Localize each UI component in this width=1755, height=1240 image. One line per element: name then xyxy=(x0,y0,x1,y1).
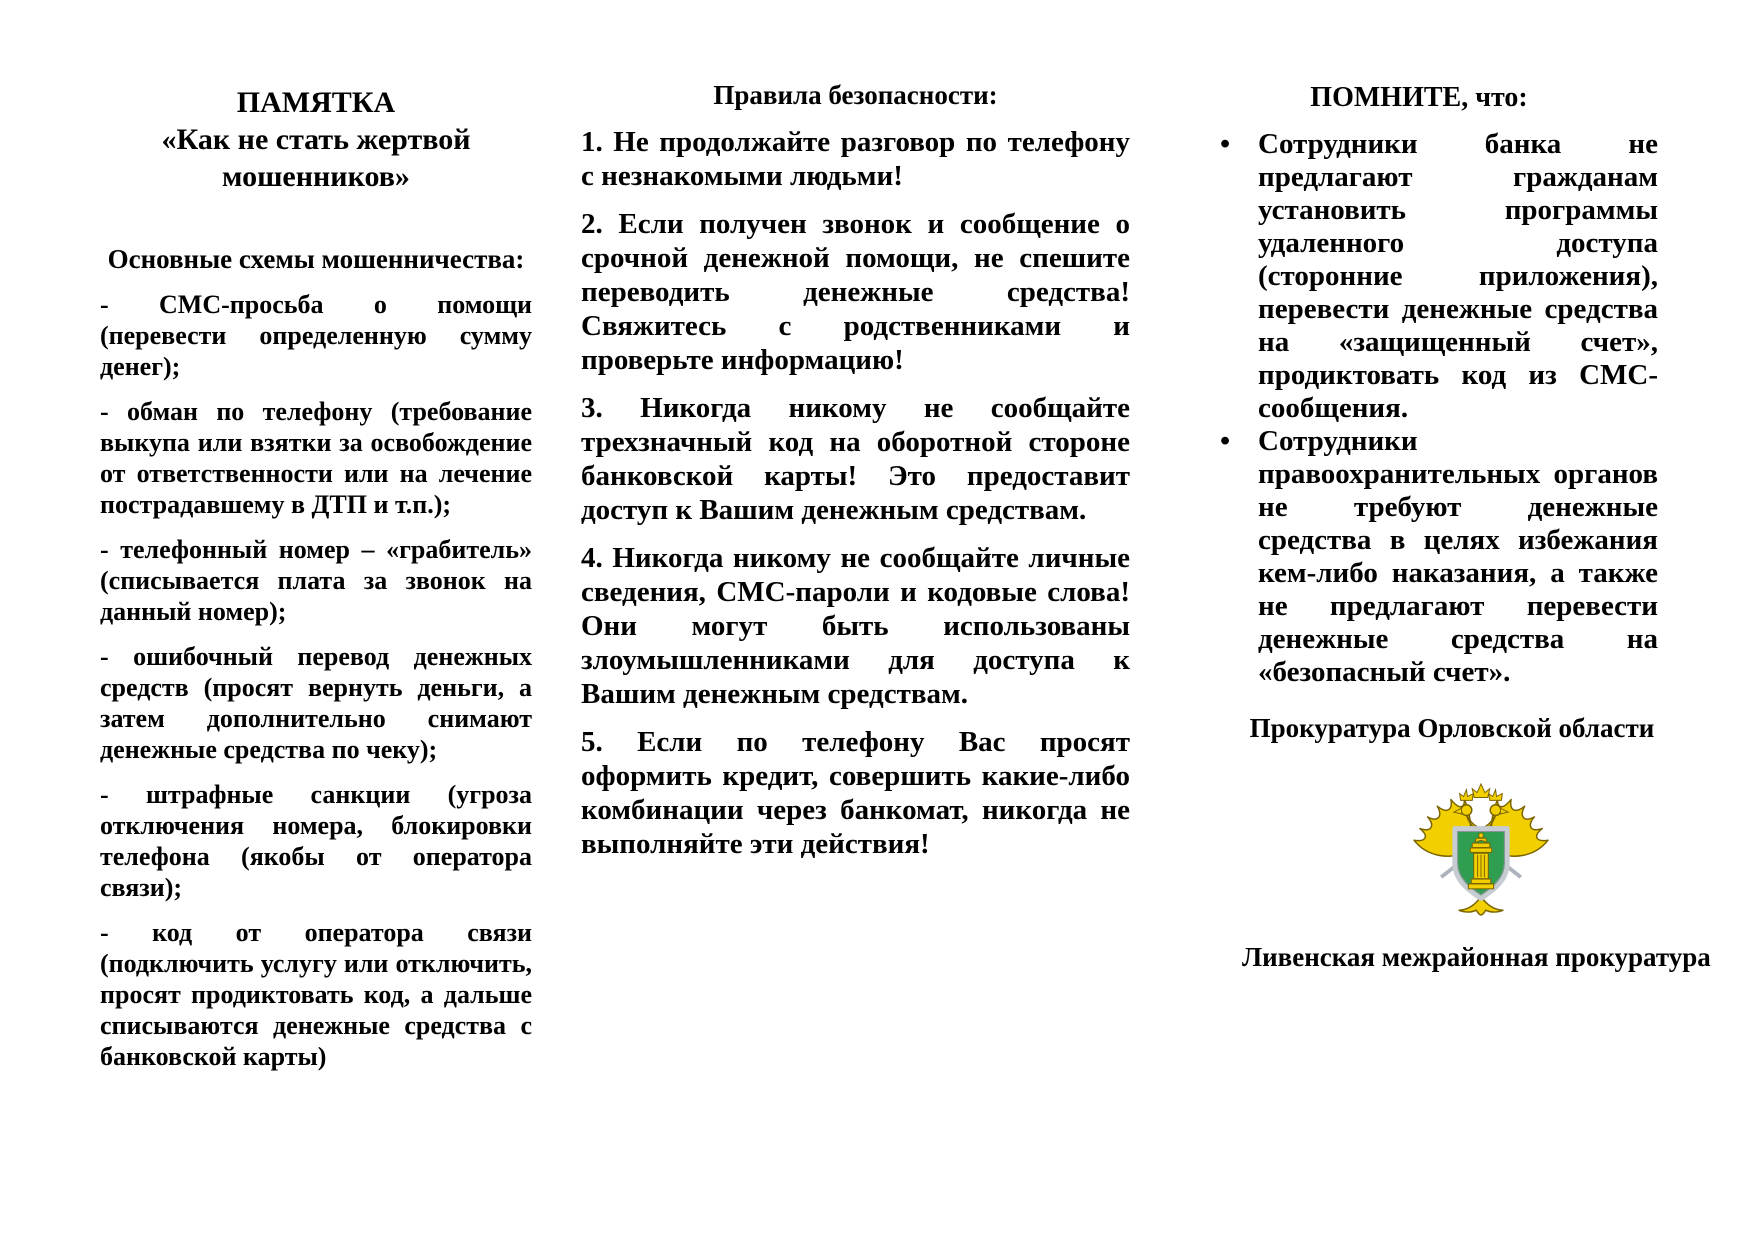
scheme-item: - телефонный номер – «грабитель» (списывается плата за звонок на данный номер); xyxy=(100,535,532,626)
column-safety-rules xyxy=(581,80,1130,861)
crown-left-icon xyxy=(1460,790,1474,801)
bullet-marker: • xyxy=(1220,128,1231,160)
column-schemes xyxy=(100,84,532,1072)
crown-right-icon xyxy=(1489,790,1503,801)
scheme-item: - штрафные санкции (угроза отключения номера, блокировки телефона (якобы от оператора связи); xyxy=(100,780,532,902)
eagle-left-head xyxy=(1461,805,1472,816)
remember-heading: ПОМНИТЕ, что: xyxy=(1310,82,1528,113)
schemes-heading: Основные схемы мошенничества: xyxy=(107,244,525,274)
scheme-item: - код от оператора связи (подключить услугу или отключить, просят продиктовать код, а дальше списываются денежные средства с банковской карты) xyxy=(100,918,532,1071)
rule-item: 1. Не продолжайте разговор по телефону с незнакомыми людьми! xyxy=(581,126,1130,192)
crown-center-icon xyxy=(1472,784,1489,798)
rule-item: 2. Если получен звонок и сообщение о срочной денежной помощи, не спешите переводить денежные средства! Свяжитесь с родственниками и проверьте информацию! xyxy=(581,208,1130,376)
remember-bullet-row xyxy=(1180,425,1658,689)
remember-item: Сотрудники банка не предлагают гражданам установить программы удаленного доступа (сторонние приложения), перевести денежные средства на «защищенный счет», продиктовать код из СМС-сообщения. xyxy=(1258,128,1658,424)
page-title xyxy=(100,84,532,195)
scheme-item: - обман по телефону (требование выкупа или взятки за освобождение от ответственности или на лечение пострадавшему в ДТП и т.п.); xyxy=(100,397,532,519)
eagle-right-head xyxy=(1490,805,1501,816)
rule-item: 5. Если по телефону Вас просят оформить кредит, совершить какие-либо комбинации через банкомат, никогда не выполняйте эти действия! xyxy=(581,726,1130,860)
bullet-marker: • xyxy=(1220,425,1231,457)
column-remember xyxy=(1180,82,1711,973)
rules-heading: Правила безопасности: xyxy=(713,80,998,110)
remember-bullet-row xyxy=(1180,128,1658,425)
prosecutor-emblem xyxy=(1408,780,1554,916)
footer-prosecutor-office: Ливенская межрайонная прокуратура xyxy=(1242,942,1711,972)
prosecutor-emblem-icon xyxy=(1408,780,1554,916)
scheme-item: - СМС-просьба о помощи (перевести определенную сумму денег); xyxy=(100,290,532,381)
remember-item: Сотрудники правоохранительных органов не требуют денежные средства в целях избежания кем-либо наказания, а также не предлагают перевести денежные средства на «безопасный счет». xyxy=(1258,425,1658,688)
scheme-item: - ошибочный перевод денежных средств (просят вернуть деньги, а затем дополнительно снимают денежные средства по чеку); xyxy=(100,642,532,764)
page-title-line-1: ПАМЯТКА xyxy=(236,86,396,119)
rule-item: 4. Никогда никому не сообщайте личные сведения, СМС-пароли и кодовые слова! Они могут быть использованы злоумышленниками для доступа к Вашим денежным средствам. xyxy=(581,542,1130,710)
page-title-line-3: мошенников» xyxy=(222,160,410,193)
signature-regional-prosecutor: Прокуратура Орловской области xyxy=(1249,713,1655,743)
rule-item: 3. Никогда никому не сообщайте трехзначный код на оборотной стороне банковской карты! Это предоставит доступ к Вашим денежным средствам. xyxy=(581,392,1130,526)
page-title-line-2: «Как не стать жертвой xyxy=(161,123,471,156)
